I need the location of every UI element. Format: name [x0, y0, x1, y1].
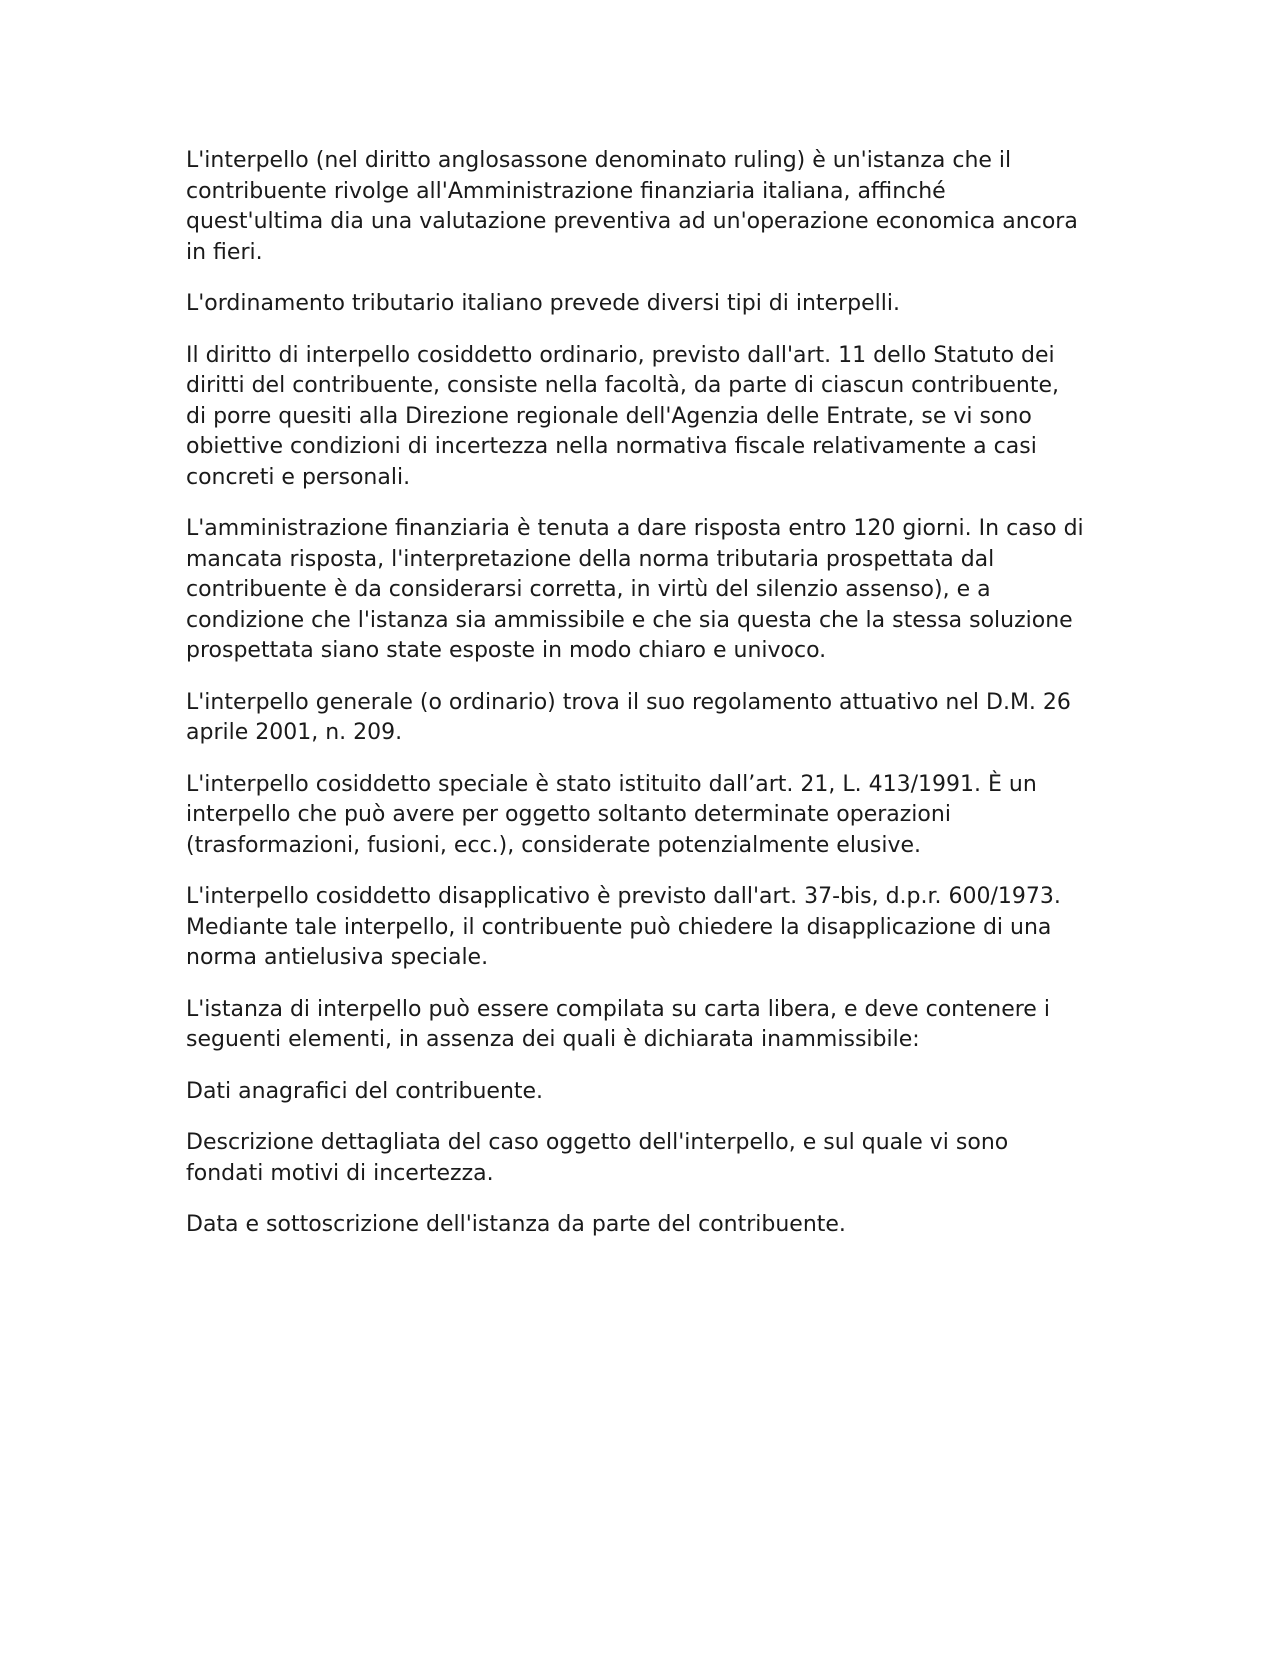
list-item-case-description: Descrizione dettagliata del caso oggetto dell'interpello, e sul quale vi sono fondati motivi di incertezza.	[186, 1130, 1009, 1186]
list-item-date-signature: Data e sottoscrizione dell'istanza da parte del contribuente.	[186, 1212, 846, 1237]
document-body	[186, 146, 1086, 1262]
paragraph-types: L'ordinamento tributario italiano prevede diversi tipi di interpelli.	[186, 291, 900, 316]
paragraph-ordinary: Il diritto di interpello cosiddetto ordinario, previsto dall'art. 11 dello Statuto dei diritti del contribuente, consiste nella facoltà, da parte di ciascun contribuente, di porre quesiti alla Direzione regionale dell'Agenzia delle Entrate, se vi sono obiettive condizioni di incertezza nella normativa fiscale relativamente a casi concreti e personali.	[186, 342, 1059, 490]
paragraph-definition: L'interpello (nel diritto anglosassone denominato ruling) è un'istanza che il contribuente rivolge all'Amministrazione finanziaria italiana, affinché quest'ultima dia una valutazione preventiva ad un'operazione economica ancora in fieri.	[186, 148, 1078, 265]
paragraph-response-time: L'amministrazione finanziaria è tenuta a dare risposta entro 120 giorni. In caso di mancata risposta, l'interpretazione della norma tributaria prospettata dal contribuente è da considerarsi corretta, in virtù del silenzio assenso), e a condizione che l'istanza sia ammissibile e che sia questa che la stessa soluzione prospettata siano state esposte in modo chiaro e univoco.	[186, 516, 1084, 663]
paragraph-regulation: L'interpello generale (o ordinario) trova il suo regolamento attuativo nel D.M. 26 aprile 2001, n. 209.	[186, 689, 1071, 745]
list-item-personal-data: Dati anagrafici del contribuente.	[186, 1078, 544, 1104]
paragraph-disapplicative: L'interpello cosiddetto disapplicativo è previsto dall'art. 37-bis, d.p.r. 600/1973. Mediante tale interpello, il contribuente può chiedere la disapplicazione di una norma antielusiva speciale.	[186, 884, 1061, 970]
paragraph-requirements: L'istanza di interpello può essere compilata su carta libera, e deve contenere i seguenti elementi, in assenza dei quali è dichiarata inammissibile:	[186, 996, 1050, 1052]
paragraph-special: L'interpello cosiddetto speciale è stato istituito dall’art. 21, L. 413/1991. È un interpello che può avere per oggetto soltanto determinate operazioni (trasformazioni, fusioni, ecc.), considerate potenzialmente elusive.	[186, 771, 1037, 858]
